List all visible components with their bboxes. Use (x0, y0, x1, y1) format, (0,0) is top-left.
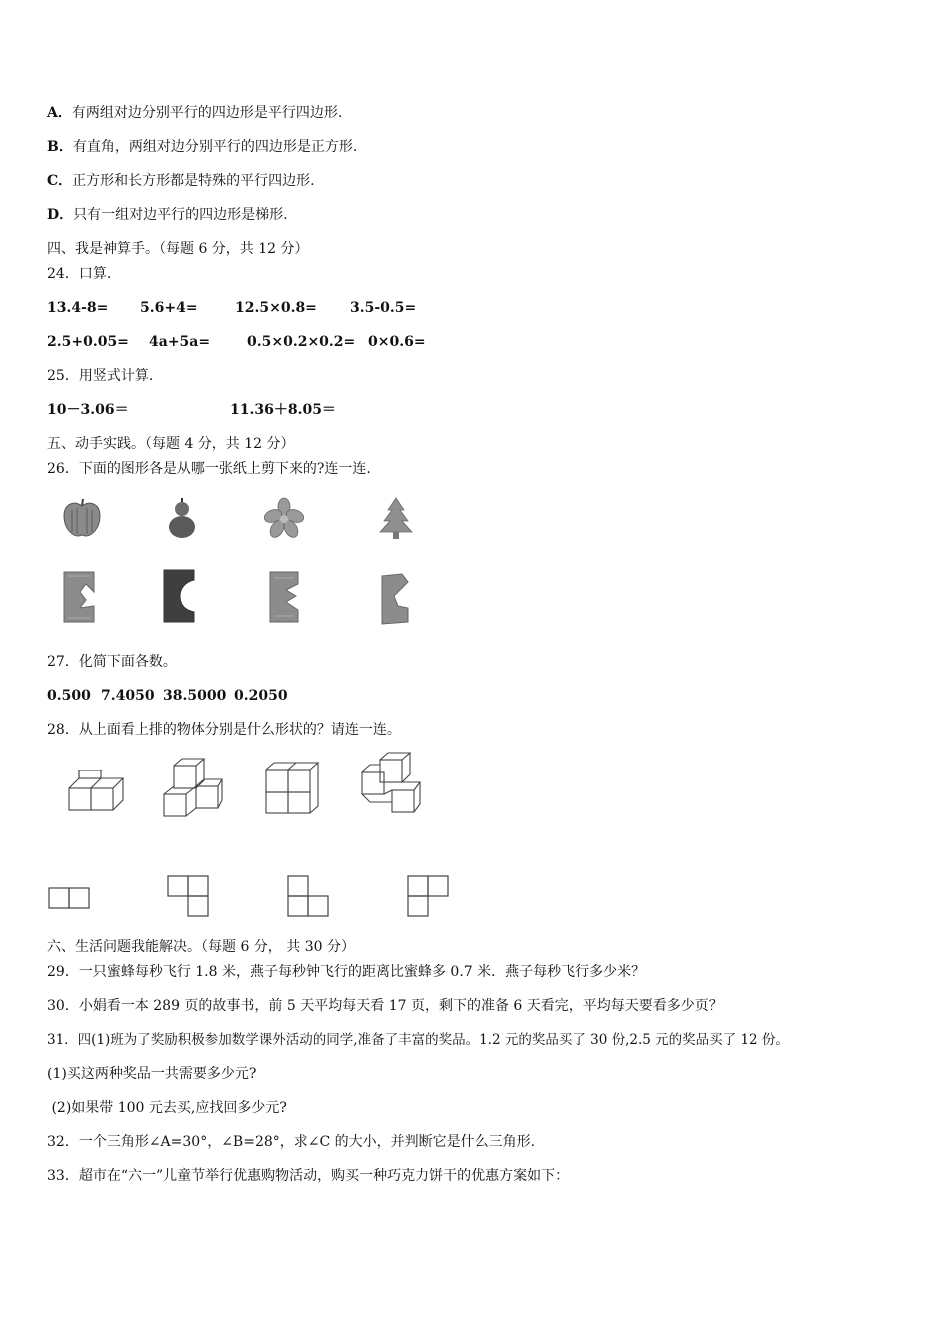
paper-piece-4 (380, 572, 414, 626)
top-view-4 (406, 874, 452, 920)
question-28: 28．从上面看上排的物体分别是什么形状的？请连一连。 (47, 722, 401, 738)
section-5-title: 五、动手实践。（每题 4 分，共 12 分） (47, 436, 295, 452)
calc-row-2 (47, 333, 747, 351)
cube-stack-2 (162, 758, 224, 820)
flower-shape-figure (262, 496, 306, 540)
option-letter: D． (47, 207, 74, 223)
option-b (47, 138, 357, 156)
cube-stack-4 (360, 752, 424, 816)
paper-piece-3 (268, 570, 304, 624)
gourd-shape-figure (162, 494, 202, 542)
option-d (47, 206, 288, 224)
calc-item: 0.5×0.2×0.2= (247, 334, 356, 350)
paper-piece-1 (60, 570, 100, 624)
numbers-row (47, 687, 747, 705)
option-text: 有直角，两组对边分别平行的四边形是正方形. (72, 139, 358, 155)
question-30: 30．小娟看一本 289 页的故事书，前 5 天平均每天看 17 页，剩下的准备 6 天看完，平均每天要看多少页？ (47, 998, 723, 1014)
question-33: 33．超市在“六一”儿童节举行优惠购物活动，购买一种巧克力饼干的优惠方案如下： (47, 1168, 570, 1184)
option-letter: A． (47, 105, 72, 121)
cube-stack-1 (68, 770, 124, 816)
calc-item: 11.36＋8.05＝ (230, 402, 336, 418)
calc-item: 12.5×0.8= (235, 300, 317, 316)
number-item: 0.500 (47, 688, 91, 704)
calc-item: 4a+5a= (149, 334, 211, 350)
top-view-3 (286, 874, 332, 920)
option-text: 只有一组对边平行的四边形是梯形. (73, 207, 288, 223)
option-text: 正方形和长方形都是特殊的平行四边形. (72, 173, 315, 189)
number-item: 0.2050 (234, 688, 288, 704)
section-4-title: 四、我是神算手。（每题 6 分，共 12 分） (47, 241, 309, 257)
paper-piece-2 (160, 568, 200, 624)
calc-row-3 (47, 401, 747, 419)
calc-item: 5.6+4= (140, 300, 198, 316)
tree-shape-figure (374, 494, 418, 542)
question-26: 26．下面的图形各是从哪一张纸上剪下来的?连一连. (47, 461, 371, 477)
option-text: 有两组对边分别平行的四边形是平行四边形. (71, 105, 343, 121)
calc-item: 3.5-0.5= (350, 300, 417, 316)
calc-row-1 (47, 299, 747, 317)
question-24: 24．口算. (47, 266, 112, 282)
question-31: 31．四(1)班为了奖励积极参加数学课外活动的同学,准备了丰富的奖品。1.2 元的奖品买了 30 份,2.5 元的奖品买了 12 份。 (47, 1032, 789, 1048)
question-25: 25．用竖式计算. (47, 368, 154, 384)
calc-item: 10－3.06＝ (47, 402, 129, 418)
number-item: 7.4050 (101, 688, 155, 704)
option-letter: B． (47, 139, 73, 155)
question-27: 27．化简下面各数。 (47, 654, 177, 670)
question-29: 29．一只蜜蜂每秒飞行 1.8 米，燕子每秒钟飞行的距离比蜜蜂多 0.7 米．燕子每秒飞行多少米？ (47, 964, 646, 980)
calc-item: 2.5+0.05= (47, 334, 129, 350)
option-a (47, 104, 342, 122)
question-31-part-2: (2)如果带 100 元去买,应找回多少元? (47, 1100, 287, 1116)
top-view-2 (166, 874, 212, 920)
calc-item: 0×0.6= (368, 334, 426, 350)
top-view-1 (48, 886, 92, 910)
cube-stack-3 (265, 762, 321, 814)
section-6-title: 六、生活问题我能解决。（每题 6 分， 共 30 分） (47, 939, 355, 955)
option-c (47, 172, 315, 190)
number-item: 38.5000 (163, 688, 227, 704)
question-32: 32．一个三角形∠A=30°，∠B=28°，求∠C 的大小，并判断它是什么三角形. (47, 1134, 536, 1150)
option-letter: C． (47, 173, 73, 189)
question-31-part-1: (1)买这两种奖品一共需要多少元? (47, 1066, 257, 1082)
calc-item: 13.4-8= (47, 300, 109, 316)
apple-shape-figure (60, 496, 104, 540)
